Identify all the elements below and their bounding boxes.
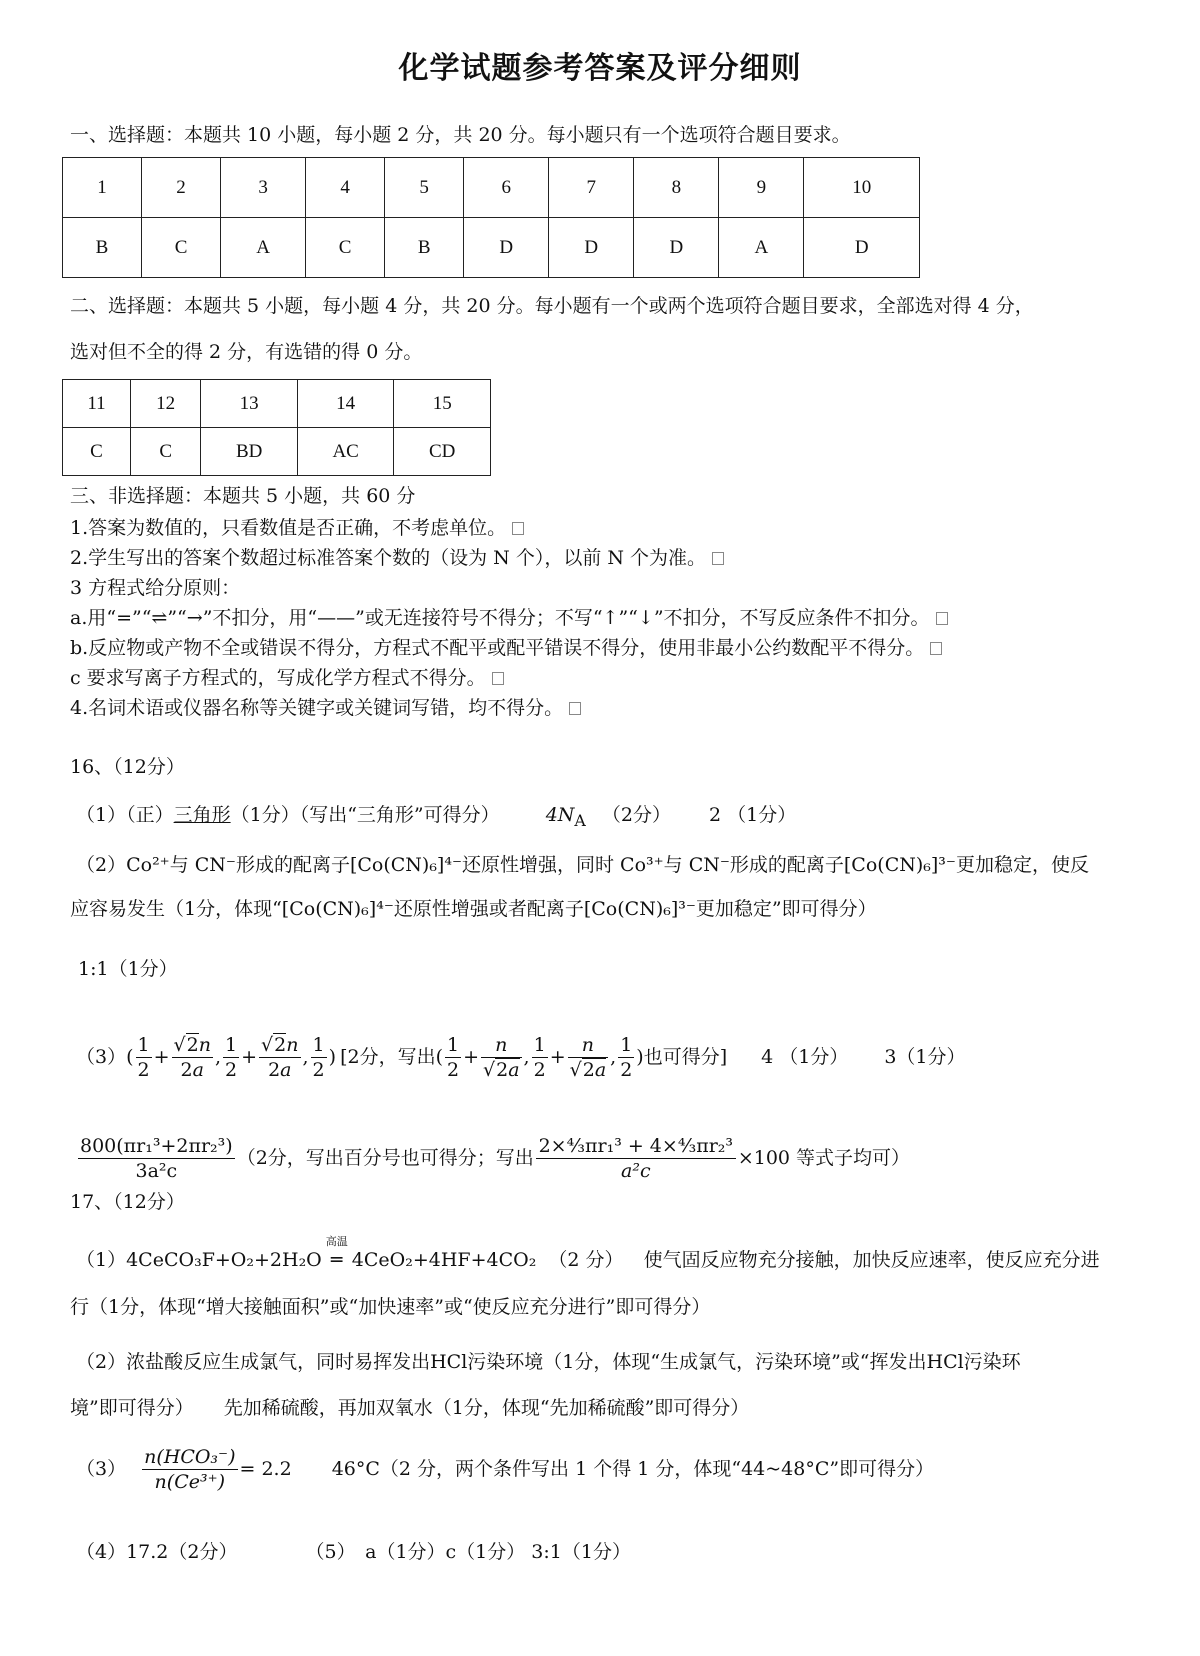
- question-number-cell: 8: [634, 158, 719, 218]
- question-number-cell: 2: [142, 158, 221, 218]
- answer-cell: C: [63, 428, 131, 476]
- q17-p1-prod: 4CeO₂+4HF+4CO₂: [351, 1249, 537, 1271]
- question-number-cell: 11: [63, 380, 131, 428]
- q17-p1-score: （2 分）: [548, 1249, 624, 1271]
- scoring-rule-text: c 要求写离子方程式的，写成化学方程式不得分。: [70, 667, 486, 689]
- question-number-cell: 7: [549, 158, 634, 218]
- q16-p3-a3: 3（1分）: [884, 1046, 966, 1068]
- answer-cell: A: [719, 218, 804, 278]
- checkbox-icon: [569, 702, 581, 715]
- density-fraction: [78, 1134, 235, 1183]
- q16-header: 16、（12分）: [70, 756, 185, 778]
- section2-intro-line2: 选对但不全的得 2 分，有选错的得 0 分。: [70, 341, 423, 363]
- q16-p1-c: 4N: [545, 804, 575, 826]
- q16-p3-mid: [2分，写出: [340, 1046, 436, 1068]
- q17-header: 17、（12分）: [70, 1191, 185, 1213]
- scoring-rule-text: b.反应物或产物不全或错误不得分，方程式不配平或配平错误不得分，使用非最小公约数配平不得分。: [70, 637, 925, 659]
- section1-intro: 一、选择题：本题共 10 小题，每小题 2 分，共 20 分。每小题只有一个选项符合题目要求。: [70, 124, 851, 146]
- frac-1-2: $\frac{1}{2}$: [312, 1033, 325, 1081]
- density-end: ×100 等式子均可）: [737, 1147, 911, 1169]
- q16-p1-underline: 三角形: [173, 804, 231, 826]
- question-number-cell: 3: [221, 158, 306, 218]
- density-num-2: 2×⁴⁄₃πr₁³ + 4×⁴⁄₃πr₂³: [536, 1134, 736, 1159]
- scoring-rule-text: 1.答案为数值的，只看数值是否正确，不考虑单位。: [70, 517, 507, 539]
- answer-cell: C: [142, 218, 221, 278]
- ratio-num: n(HCO₃⁻): [144, 1445, 236, 1468]
- scoring-rule-text: 4.名词术语或仪器名称等关键字或关键词写错，均不得分。: [70, 697, 564, 719]
- density-num: 800(πr₁³+2πr₂³): [80, 1134, 233, 1157]
- q17-p1-cond: 高温: [325, 1235, 348, 1248]
- answer-cell: D: [464, 218, 549, 278]
- density-mid: （2分，写出百分号也可得分；写出: [236, 1147, 534, 1169]
- answer-table-1: [62, 157, 920, 278]
- frac-n-sqrt2a: $\frac{n}{√2a}$: [569, 1033, 607, 1081]
- q17-part2-line1: （2）浓盐酸反应生成氯气，同时易挥发出HCl污染环境（1分，体现“生成氯气，污染环境”或“挥发出HCl污染环: [76, 1351, 1021, 1373]
- q16-part2-line2: 应容易发生（1分，体现“[Co(CN)₆]⁴⁻还原性增强或者配离子[Co(CN)₆]³⁻更加稳定”即可得分）: [70, 898, 877, 920]
- q17-p3-label: （3）: [76, 1458, 127, 1480]
- q16-p1-d: （2分）: [601, 804, 671, 826]
- checkbox-icon: [712, 552, 724, 565]
- question-number-cell: 15: [394, 380, 491, 428]
- q16-density: [76, 1118, 910, 1198]
- frac-sqrt2n-2a: $\frac{√2n}{2a}$: [173, 1033, 211, 1081]
- q17-p2-b: 先加稀硫酸，再加双氧水（1分，体现“先加稀硫酸”即可得分）: [223, 1397, 750, 1419]
- q16-p1-a: （1）（正）: [76, 804, 174, 826]
- q16-part1: [76, 803, 796, 833]
- question-number-cell: 5: [385, 158, 464, 218]
- scoring-rule: [70, 666, 504, 690]
- frac-1-2: $\frac{1}{2}$: [533, 1033, 546, 1081]
- q17-p3-val: = 2.2: [239, 1458, 292, 1480]
- q17-part1-line2: 行（1分，体现“增大接触面积”或“加快速率”或“使反应充分进行”即可得分）: [70, 1296, 711, 1318]
- q17-p4: （4）17.2（2分）: [76, 1541, 238, 1563]
- density-den: 3a²c: [135, 1159, 178, 1182]
- section2-intro-line1: 二、选择题：本题共 5 小题，每小题 4 分，共 20 分。每小题有一个或两个选项符合题目要求，全部选对得 4 分，: [70, 295, 1034, 317]
- frac-n-sqrt2a: $\frac{n}{√2a}$: [483, 1033, 520, 1081]
- scoring-rule: [70, 606, 948, 630]
- q16-p1-e: 2 （1分）: [709, 804, 797, 826]
- ratio-den: n(Ce³⁺): [154, 1470, 226, 1493]
- ratio-fraction: [142, 1445, 237, 1494]
- answer-cell: D: [804, 218, 920, 278]
- scoring-rule-text: a.用“=”“⇌”“→”不扣分，用“——”或无连接符号不得分；不写“↑”“↓”不扣分，不写反应条件不扣分。: [70, 607, 930, 629]
- q17-part1: [76, 1235, 1100, 1272]
- answer-cell: D: [634, 218, 719, 278]
- answer-cell: AC: [297, 428, 394, 476]
- q16-part2-line1: （2）Co²⁺与 CN⁻形成的配离子[Co(CN)₆]⁴⁻还原性增强，同时 Co³⁺与 CN⁻形成的配离子[Co(CN)₆]³⁻更加稳定，使反: [76, 854, 1089, 876]
- q17-part3: [76, 1434, 934, 1504]
- q16-p3-label: （3）: [76, 1046, 127, 1068]
- frac-1-2: $\frac{1}{2}$: [620, 1033, 633, 1081]
- equals-sign: ═: [331, 1249, 343, 1271]
- answer-cell: D: [549, 218, 634, 278]
- checkbox-icon: [492, 672, 504, 685]
- frac-sqrt2n-2a: $\frac{√2n}{2a}$: [261, 1033, 299, 1081]
- question-number-cell: 10: [804, 158, 920, 218]
- scoring-rule: [70, 516, 524, 540]
- q16-part2-ratio: 1:1（1分）: [78, 958, 178, 980]
- q16-p1-c-sub: A: [574, 810, 586, 830]
- frac-1-2: $\frac{1}{2}$: [447, 1033, 460, 1081]
- scoring-rule: [70, 576, 240, 600]
- answer-cell: B: [385, 218, 464, 278]
- frac-1-2: $\frac{1}{2}$: [225, 1033, 238, 1081]
- answer-cell: CD: [394, 428, 491, 476]
- answer-cell: C: [130, 428, 200, 476]
- frac-1-2: $\frac{1}{2}$: [137, 1033, 150, 1081]
- q16-p3-a4: 4 （1分）: [761, 1046, 849, 1068]
- question-number-cell: 13: [201, 380, 298, 428]
- question-number-cell: 14: [297, 380, 394, 428]
- answer-cell: B: [63, 218, 142, 278]
- q16-p1-b: （1分）（写出“三角形”可得分）: [230, 804, 500, 826]
- checkbox-icon: [936, 612, 948, 625]
- q17-part4-5: [76, 1540, 631, 1564]
- answer-cell: C: [306, 218, 385, 278]
- scoring-rule: [70, 636, 942, 660]
- q17-p5: （5） a（1分）c（1分） 3:1（1分）: [305, 1541, 631, 1563]
- question-number-cell: 12: [130, 380, 200, 428]
- answer-table-2: [62, 379, 491, 476]
- scoring-rule: [70, 546, 724, 570]
- page-title: 化学试题参考答案及评分细则: [398, 51, 802, 86]
- checkbox-icon: [930, 642, 942, 655]
- q17-p3-b: 46°C（2 分，两个条件写出 1 个得 1 分，体现“44~48°C”即可得分）: [331, 1458, 935, 1480]
- q16-p3-end: 也可得分]: [643, 1046, 728, 1068]
- answer-cell: A: [221, 218, 306, 278]
- scoring-rule-text: 2.学生写出的答案个数超过标准答案个数的（设为 N 个），以前 N 个为准。: [70, 547, 707, 569]
- question-number-cell: 6: [464, 158, 549, 218]
- scoring-rule: [70, 696, 581, 720]
- question-number-cell: 9: [719, 158, 804, 218]
- checkbox-icon: [512, 522, 524, 535]
- answer-cell: BD: [201, 428, 298, 476]
- q17-p1-text: 使气固反应物充分接触，加快反应速率，使反应充分进: [643, 1249, 1100, 1271]
- q17-part2-line2: [70, 1396, 749, 1420]
- scoring-rule-text: 3 方程式给分原则：: [70, 577, 241, 599]
- q16-part3: （3） ( $\frac{1}{2}$ + $\frac{√2n}{2a}$ , $\frac{1}{2}$ + $\frac{√2n}{2a}$ , $\frac{1}{2}$ ) [2分，写出 ( $\frac{1}{2}$ + $\frac{n}{√2a}$ , $\frac{1}{2}$ + $\frac{n}{√2a}$ , $\frac{1}{2}$ ) 也可得分] 4 （1分） 3（1分）: [76, 1033, 966, 1081]
- q17-p1-label: （1）4CeCO₃F+O₂+2H₂O: [76, 1249, 322, 1271]
- section3-intro: 三、非选择题：本题共 5 小题，共 60 分: [70, 485, 416, 507]
- q17-p2-line2: 境”即可得分）: [70, 1397, 194, 1419]
- question-number-cell: 4: [306, 158, 385, 218]
- density-fraction-2: [536, 1134, 736, 1183]
- question-number-cell: 1: [63, 158, 142, 218]
- density-den-2: a²c: [621, 1159, 651, 1182]
